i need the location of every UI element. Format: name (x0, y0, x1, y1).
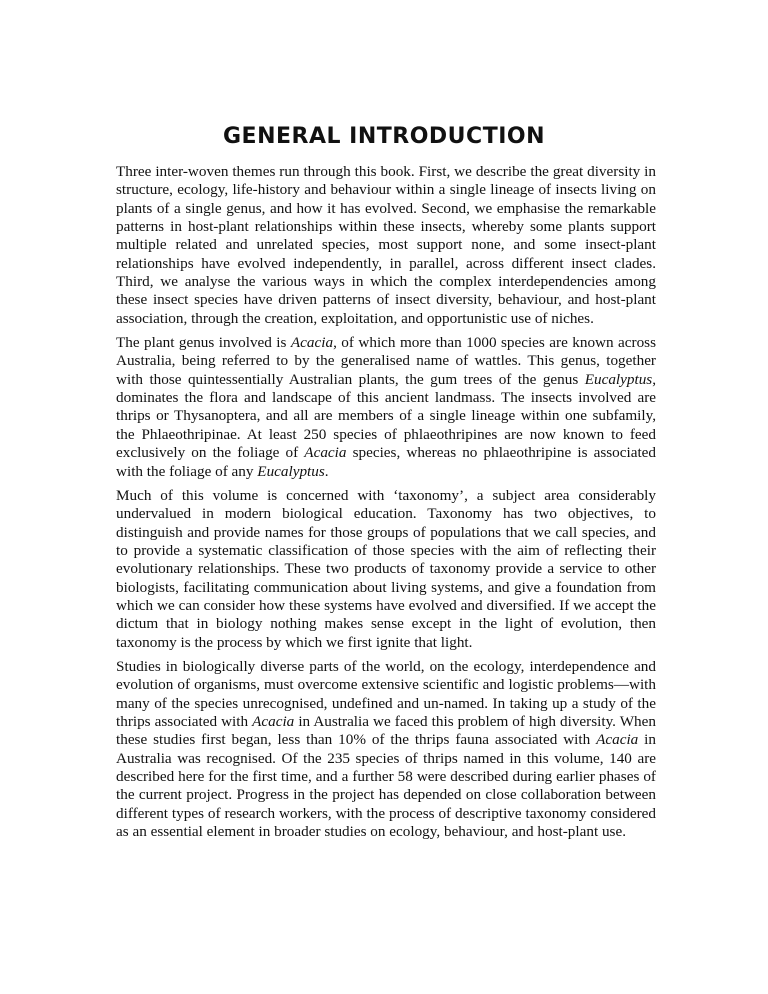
paragraph (116, 334, 656, 481)
paragraph (116, 163, 656, 328)
text-run: in Australia we faced this problem of high diversity. When these studies first began, less than 10% of the thrips fauna associated with (116, 712, 656, 749)
genus-name: Acacia (596, 731, 639, 749)
body-text (116, 163, 656, 847)
genus-name: Acacia (304, 444, 347, 462)
text-run: Studies in biologically diverse parts of the world, on the ecology, interdependence and evolution of organisms, must overcome extensive scientific and logistic problems—with many of the species unrecognised, undefined and un-named. In taking up a study of the thrips associated with (116, 657, 656, 730)
paragraph (116, 658, 656, 841)
text-run: Much of this volume is concerned with ‘taxonomy’, a subject area considerably undervalued in modern biological education. Taxonomy has two objectives, to distinguish and provide names for those groups of populations that we call species, and to provide a systematic classification of those species with the aim of reflecting their evolutionary relationships. These two products of taxonomy provide a service to other biologists, facilitating communication about living systems, and give a foundation from which we can consider how these systems have evolved and diversified. If we accept the dictum that in biology nothing makes sense except in the light of evolution, then taxonomy is the process by which we first ignite that light. (116, 486, 656, 651)
paragraph (116, 487, 656, 652)
text-run: species, whereas no phlaeothripine is associated with the foliage of any (116, 444, 656, 480)
text-run: , dominates the flora and landscape of this ancient landmass. The insects involved are thrips or Thysanoptera, and all are members of a single lineage within one subfamily, the Phlaeothripinae. At least 250 species of phlaeothripines are now known to feed exclusively on the foliage of (116, 370, 656, 462)
chapter-title: GENERAL INTRODUCTION (223, 124, 545, 149)
text-run: Three inter-woven themes run through this book. First, we describe the great diversity in structure, ecology, life-history and behaviour within a single lineage of insects living on plants of a single genus, and how it has evolved. Second, we emphasise the remarkable patterns in host-plant relationships within these insects, whereby some plants support multiple related and unrelated species, most support none, and some insect-plant relationships have evolved independently, in parallel, across different insect clades. Third, we analyse the various ways in which the complex interdependencies among these insect species have driven patterns of insect diversity, behaviour, and host-plant association, through the creation, exploitation, and opportunistic use of niches. (116, 163, 656, 327)
genus-name: Acacia (252, 712, 295, 730)
genus-name: Acacia (290, 334, 334, 352)
text-run: The plant genus involved is (116, 334, 291, 352)
text-run: in Australia was recognised. Of the 235 species of thrips named in this volume, 140 are described here for the first time, and a further 58 were described during earlier phases of the current project. Progress in the project has depended on close collaboration between different types of research workers, with the process of descriptive taxonomy considered as an essential element in broader studies on ecology, behaviour, and host-plant use. (116, 731, 656, 841)
text-run: , of which more than 1000 species are known across Australia, being referred to by the generalised name of wattles. This genus, together with those quintessentially Australian plants, the gum trees of the genus (116, 334, 656, 388)
text-run: . (324, 462, 329, 480)
genus-name: Eucalyptus (584, 370, 653, 388)
genus-name: Eucalyptus (257, 462, 325, 480)
